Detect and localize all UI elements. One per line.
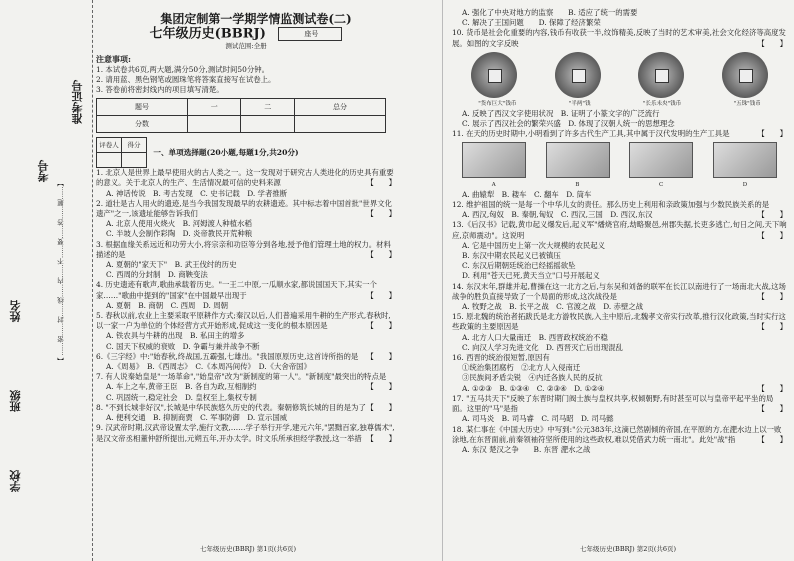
left-footer: 七年级历史(BBRJ) 第1页(共6页) [200,545,297,553]
left-page [96,14,396,444]
question: 1. 北京人是世界上最早使用火的古人类之一。这一发现对于研究古人类进化的历史具有重要的意义。关于北京人的生产、生活情况最可信的史料来源 【 】 [96,168,396,188]
options: C. 巩固统一,稳定社会 D. 皇权至上,集权专制 [106,392,257,402]
school-label: 学校 [9,470,22,492]
question: 17. "五马共天下"反映了东晋时期门阀士族与皇权共享,权倾朝野,有时甚至可以与皇帝平起平坐的局面。这里的"马"是指 【 】 [452,393,787,414]
options: C. 展示了西汉社会的繁荣兴盛 D. 体现了汉朝人统一的思想理念 [462,119,675,129]
options: A. 铁农具与牛耕的出现 B. 私田主的增多 [106,331,245,341]
tool-image [713,142,777,178]
answer-bracket[interactable]: 【 】 [757,434,787,444]
coin-captions: "货布巨大"钱币 "半两"钱 "长乐未央"钱币 "五铢"钱币 [478,100,761,107]
test-range: 测试范围:全册 [225,42,267,51]
options: ①统治集团腐朽 ②北方人入侵南迁 [462,363,581,373]
binding-margin [0,0,93,561]
answer-bracket[interactable]: 【 】 [366,321,396,331]
score-cell: 分数 [97,116,188,133]
options: A. 夏朝的"家天下" B. 武王伐纣的历史 [106,260,237,270]
right-page [452,8,787,455]
answer-bracket[interactable]: 【 】 [366,290,396,300]
tool-image [462,142,526,178]
grader-score-label: 得分 [122,138,147,153]
question: 15. 原北魏的统治者拓跋氏是北方游牧民族,入主中原后,北魏孝文帝实行改革,推行汉化政策,当时实行这些政策的主要原因是 【 】 [452,312,787,332]
score-header: 一 [187,99,241,116]
tool-image [546,142,610,178]
coin-image [722,52,768,98]
options: A. 北方人口大量南迁 B. 西晋政权统治不稳 [462,332,608,342]
options: A. 夏朝 B. 商朝 C. 西周 D. 周朝 [106,300,228,310]
answer-bracket[interactable]: 【 】 [366,209,396,219]
options: C. 东汉后期朝廷统治已经摇摇欲坠 [462,261,576,271]
score-table [96,98,386,133]
answer-bracket[interactable]: 【 】 [757,38,787,48]
question: 5. 春秋以前,农业上主要采取平原耕作方式;秦汉以后,人们普遍采用牛耕的生产形式,春秋时,以一家一户为单位的个体经营方式开始形成,促成这一变化的根本原因是 【 】 [96,311,396,331]
score-cell[interactable] [241,116,295,133]
question: 7. 有人说秦始皇是"一场革命","始皇帝"改为"新制度的第一人"。"新制度"最突出的特点是 【 】 [96,372,396,392]
grader-cell[interactable] [122,153,147,168]
answer-bracket[interactable]: 【 】 [757,129,787,139]
question: 2. 道壮是古人用火的遗迹,是当今我国发现最早的农耕遗迹。其中标志着中国首批"世界文化遗产"之一,该遗址能够告诉我们 【 】 [96,198,396,219]
answer-bracket[interactable]: 【 】 [366,402,396,412]
options: C. 半坡人会制作彩陶 D. 炎帝教民开荒种粮 [106,229,253,239]
section-title: 一、单项选择题(20小题,每题1分,共20分) [153,147,299,157]
options: C. 国天下权威的衰败 D. 争霸与兼并战争不断 [106,341,260,351]
answer-bracket[interactable]: 【 】 [366,382,396,392]
options: B. 东汉中期农民起义已被镇压 [462,251,561,261]
answer-bracket[interactable]: 【 】 [757,230,787,240]
options: D. 利用"苍天已死,黄天当立"口号开展起义 [462,271,600,281]
options: A. ①②③ B. ①③④ C. ②③④ D. ①②④ 【 】 [462,383,787,393]
grader-label: 评卷人 [97,138,122,153]
options: A. 神话传说 B. 考古发现 C. 史书记载 D. 学者推断 [106,188,288,198]
seat-number-box [278,27,342,41]
answer-bracket[interactable]: 【 】 [366,433,396,443]
options: A. 强化了中央对地方的监察 B. 适应了统一的需要 [462,8,638,17]
ticket-label: 准考证号 [71,80,84,124]
score-header: 题号 [97,99,188,116]
tool-image [629,142,693,178]
options: A. 曲辕犁 B. 耧车 C. 翻车 D. 筒车 [462,189,592,199]
score-cell[interactable] [187,116,241,133]
score-cell[interactable] [295,116,386,133]
question: 4. 历史遗迹有歌声,歌曲承载着历史。"一王二中原,一瓜顺水家,都说国国天下,其实一个家……"歌曲中提到的"国家"在中国最早出现于 【 】 [96,280,396,300]
seat-label: 座号 [304,30,319,39]
options: A. 北京人使用火烧火 B. 河姆渡人种植水稻 [106,219,252,229]
options: A. 牧野之战 B. 长平之战 C. 官渡之战 D. 赤壁之战 [462,302,644,312]
options: C. 西周的分封制 D. 商鞅变法 [106,270,208,280]
grader-cell[interactable] [97,153,122,168]
options: A. 反映了西汉文字使用状况 B. 证明了小篆文字的广泛流行 [462,109,660,119]
score-header: 二 [241,99,295,116]
answer-bracket[interactable]: 【 】 [366,249,396,259]
notes-title: 注意事项: [96,54,131,65]
question: 10. 货币是社会化重要的内容,钱币有收获一半,纹饰精美,反映了当时的艺术审美,社会文化经济等高度发展。如图的文字反映 【 】 [452,28,787,48]
question: 18. 某仁事在《中国大历史》中写到:"公元383年,这滴已然剧倾的帝国,在平原的方,在淝水边上以一败涂地,在东晋面前,前秦领袖符坚所使用的这些政权,难以凭借武力统一南北"。此处"战"指 【 】 [452,424,787,444]
coin-image [471,52,517,98]
options: A.《周易》 B.《西周志》 C.《本周冯间传》 D.《大舍帝国》 [106,362,311,372]
answer-bracket[interactable]: 【 】 [366,178,396,188]
options: A. 东汉 楚汉之争 B. 东晋 淝水之战 [462,444,591,454]
answer-bracket[interactable]: 【 】 [757,322,787,332]
question: 3. 根据血缘关系远近和功劳大小,将宗亲和功臣等分到各地,授予他们管理土地的权力。材料描述的是 【 】 [96,239,396,259]
answer-bracket[interactable]: 【 】 [757,383,787,393]
coin-image [638,52,684,98]
question: 9. 汉武帝时期,汉武帝设置太学,施行文教,……学子举行开学,建元六年,"罢黜百家,独尊儒术",是汉文帝丞相董仲舒所提出,元朔五年,开办太学。时文乐所承担经学教授,这一举措 【 】 [96,423,396,443]
options: C. 向汉人学习先进文化 D. 西晋灭亡后出现混乱 [462,342,623,352]
subject-title: 七年级历史(BBRJ) [149,26,266,42]
section-header [96,137,396,168]
note-item: 2. 请用蓝、黑色钢笔或圆珠笔将答案直接写在试卷上。 [96,74,276,84]
options: ③民族间矛盾尖锐 ④内迁各族人民的反抗 [462,373,603,383]
answer-bracket[interactable]: 【 】 [757,210,787,220]
tool-labels: A B C D [491,181,748,188]
question: 8. "不到长城非好汉",长城是中华民族悠久历史的代表。秦朝修筑长城的目的是为了 【 】 [96,402,396,412]
options: A. 便利交通 B. 抑制商贾 C. 军事防御 D. 宣示国威 [106,413,288,423]
options: C. 解决了王国问题 D. 保障了经济繁荣 [462,18,601,28]
score-header: 总分 [295,99,386,116]
page-divider [442,0,443,561]
class-label: 班级 [9,390,22,412]
right-footer: 七年级历史(BBRJ) 第2页(共6页) [580,545,677,553]
question-list [96,168,396,443]
exam-subtitle [96,27,396,41]
question: 14. 东汉末年,群雄并起,曹操在这一北方之后,与东吴和刘备的联军在长江以南进行了一场南北大战,这场战争的胜负直接导致了一个局面的形成,这次战役是 【 】 [452,281,787,301]
answer-bracket[interactable]: 【 】 [757,404,787,414]
options: A. 西汉,匈奴 B. 秦朝,匈奴 C. 西汉,三国 D. 西汉,东汉 [462,210,653,220]
note-item: 1. 本试卷共6页,两大题,满分50分,测试时间50分钟。 [96,64,269,74]
name-label: 姓名 [9,300,22,322]
options: A. 司马炎 B. 司马睿 C. 司马昭 D. 司马懿 [462,414,614,424]
question: 11. 在天的历史时期中,小明看到了许多古代生产工具,其中属于汉代发明的生产工具是 【 】 [452,129,787,139]
question: 6.《三字经》中:"始春秋,终战国,五霸强,七雄出。"我国原原历史,这首诗所指的是 【 】 [96,351,396,361]
question: 12. 维护祖国的统一是每一个中华儿女的责任。那么历史上利用和亲政策加强与少数民族关系的是 【 】 [452,200,787,220]
options: A. 它是中国历史上第一次大规模的农民起义 [462,240,606,250]
grader-box [96,137,147,168]
tool-images [452,142,787,178]
seal-line-text: 【 ……密……封……线……内……不……要……答……题……】 [57,180,65,365]
note-item: 3. 答卷前将密封线内的项目填写清楚。 [96,85,224,95]
question: 13.《后汉书》记载,黄巾起义爆发后,起义军"燔烧官府,劫略聚邑,州郡失据,长吏多逃亡,旬日之间,天下响应,京师震动"。这说明 【 】 [452,220,787,240]
exam-no-label: 考号 [37,160,50,182]
answer-bracket[interactable]: 【 】 [757,291,787,301]
coin-images [452,52,787,98]
options: A. 车上之车,黄帝王臣 B. 各自为政,互相制约 [106,382,257,392]
question: 16. 西晋的统治很短暂,原因有 [452,353,550,363]
exam-title: 集团定制第一学期学情监测试卷(二) [160,12,352,26]
coin-image [555,52,601,98]
answer-bracket[interactable]: 【 】 [366,351,396,361]
